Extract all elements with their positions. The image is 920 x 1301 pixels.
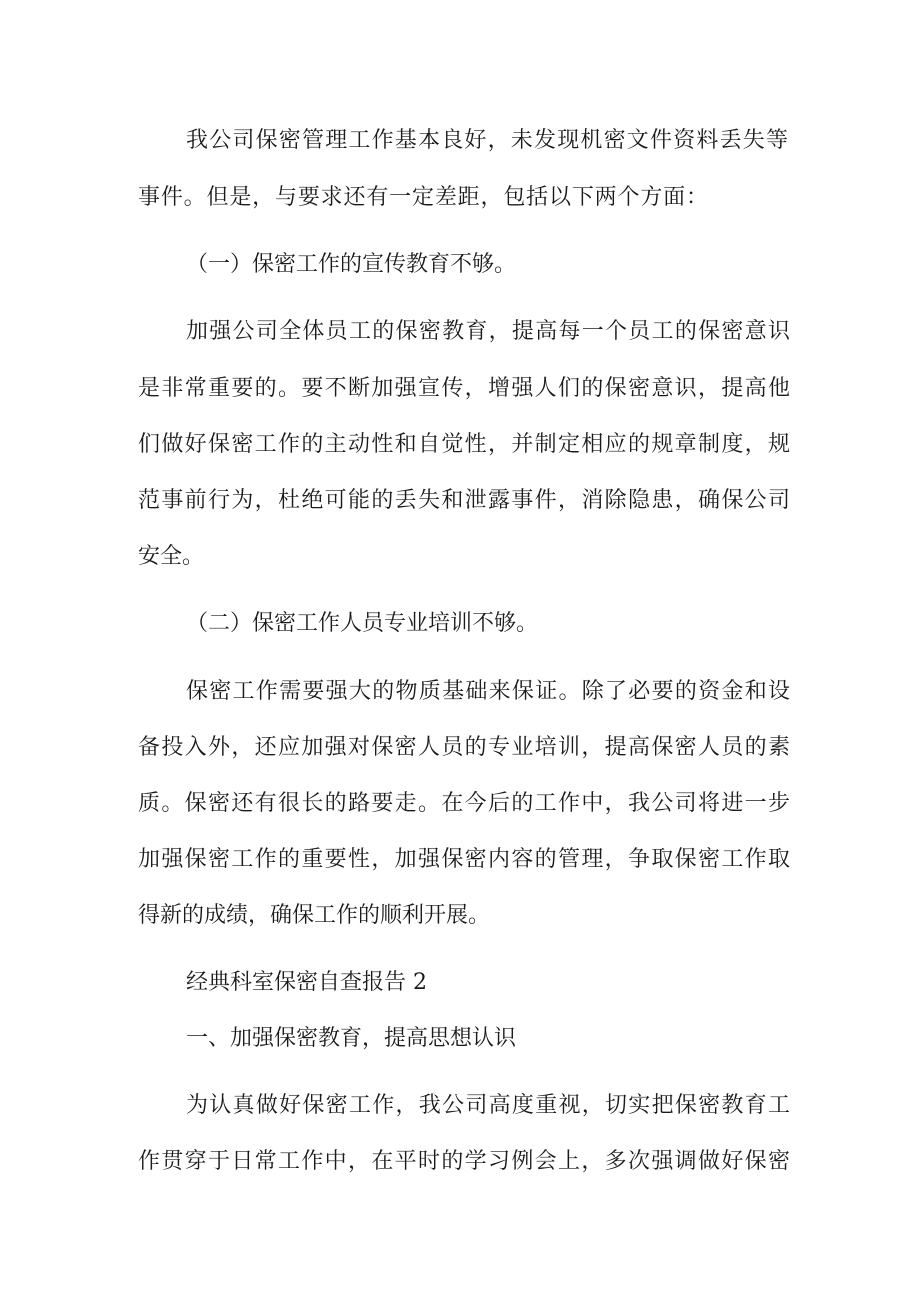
issue-2-line-3: 质。保密还有很长的路要走。在今后的工作中，我公司将进一步 — [138, 791, 790, 816]
section-1-line-2: 作贯穿于日常工作中，在平时的学习例会上，多次强调做好保密 — [138, 1149, 790, 1174]
intro-line-1: 我公司保密管理工作基本良好，未发现机密文件资料丢失等 — [186, 128, 788, 153]
issue-1-line-3: 们做好保密工作的主动性和自觉性，并制定相应的规章制度，规 — [138, 432, 790, 457]
issue-1-line-5: 安全。 — [138, 544, 205, 569]
issue-2-heading: （二）保密工作人员专业培训不够。 — [186, 611, 539, 636]
issue-1-heading: （一）保密工作的宣传教育不够。 — [186, 252, 517, 277]
intro-line-2: 事件。但是，与要求还有一定差距，包括以下两个方面： — [138, 185, 708, 210]
section-1-line-1: 为认真做好保密工作，我公司高度重视，切实把保密教育工 — [186, 1093, 790, 1118]
issue-1-line-2: 是非常重要的。要不断加强宣传，增强人们的保密意识，提高他 — [138, 376, 790, 401]
section-1-heading: 一、加强保密教育，提高思想认识 — [186, 1026, 517, 1051]
issue-1-line-1: 加强公司全体员工的保密教育，提高每一个员工的保密意识 — [186, 319, 790, 344]
report-2-title: 经典科室保密自查报告 2 — [186, 970, 427, 995]
issue-2-line-2: 备投入外，还应加强对保密人员的专业培训，提高保密人员的素 — [138, 735, 790, 760]
issue-2-line-5: 得新的成绩，确保工作的顺利开展。 — [138, 903, 491, 928]
issue-2-line-4: 加强保密工作的重要性，加强保密内容的管理，争取保密工作取 — [138, 847, 790, 872]
issue-1-line-4: 范事前行为，杜绝可能的丢失和泄露事件，消除隐患，确保公司 — [138, 488, 790, 513]
issue-2-line-1: 保密工作需要强大的物质基础来保证。除了必要的资金和设 — [186, 679, 790, 704]
